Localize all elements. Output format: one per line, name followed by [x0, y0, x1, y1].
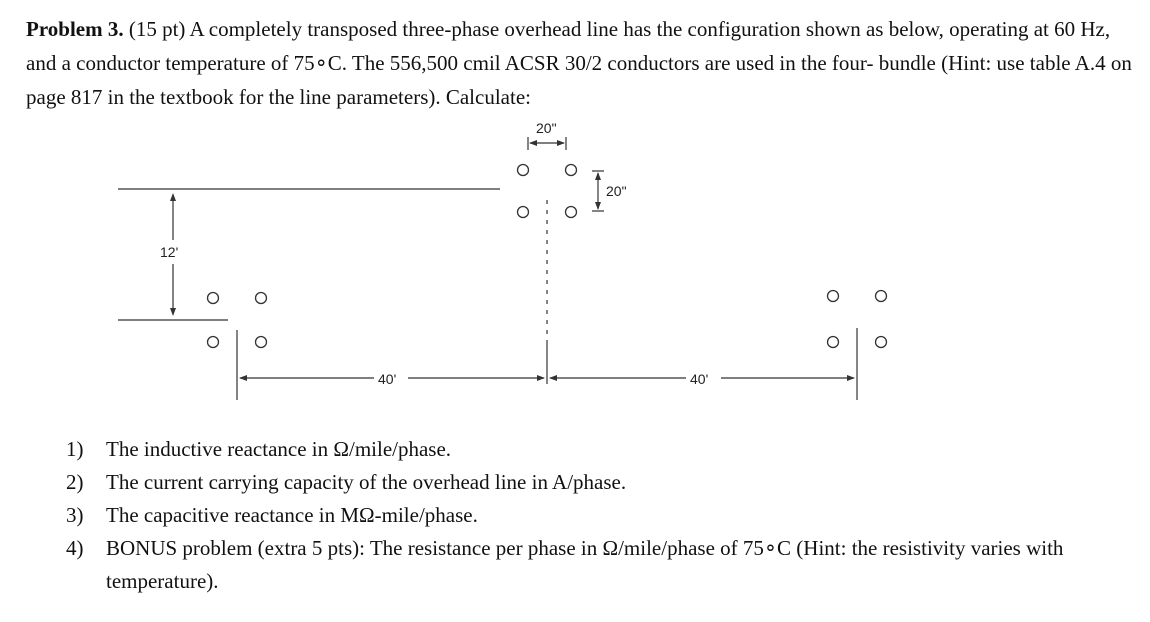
question-number: 3) — [66, 503, 84, 527]
conductor-bundle-left — [208, 293, 267, 401]
question-item — [66, 532, 1126, 598]
problem-text: (15 pt) A completely transposed three-phase overhead line has the configuration shown as below, operating at 60 Hz, and a conductor temperature of 75∘C. The 556,500 cmil ACSR 30/2 conductors are used in the four- bundle (Hint: use table A.4 on page 817 in the textbook for the line parameters). Calculate: — [26, 17, 1132, 109]
conductor-bundle-middle — [518, 165, 577, 218]
spacing-right-label: 40' — [690, 371, 709, 387]
spacing-left-dimension — [239, 371, 545, 387]
question-item — [66, 499, 1126, 532]
bundle-height-label: 20" — [606, 183, 627, 199]
conductor-bundle-right — [828, 291, 887, 401]
bundle-width-dimension — [528, 120, 566, 150]
problem-heading: Problem 3. — [26, 17, 124, 41]
question-text: The current carrying capacity of the overhead line in A/phase. — [106, 470, 627, 494]
spacing-right-dimension — [549, 371, 855, 387]
question-text: BONUS problem (extra 5 pts): The resistance per phase in Ω/mile/phase of 75∘C (Hint: the resistivity varies with temperature). — [106, 536, 1064, 593]
height-label: 12' — [160, 244, 179, 260]
question-item — [66, 466, 1126, 499]
bundle-height-dimension — [592, 171, 627, 211]
question-text: The inductive reactance in Ω/mile/phase. — [106, 437, 452, 461]
question-text: The capacitive reactance in MΩ-mile/phase. — [106, 503, 478, 527]
spacing-left-label: 40' — [378, 371, 397, 387]
question-list — [66, 433, 1126, 598]
height-dimension — [160, 193, 178, 316]
question-number: 1) — [66, 437, 84, 461]
question-item — [66, 433, 1126, 466]
question-number: 4) — [66, 536, 84, 560]
bundle-width-label: 20" — [536, 120, 557, 136]
question-number: 2) — [66, 470, 84, 494]
